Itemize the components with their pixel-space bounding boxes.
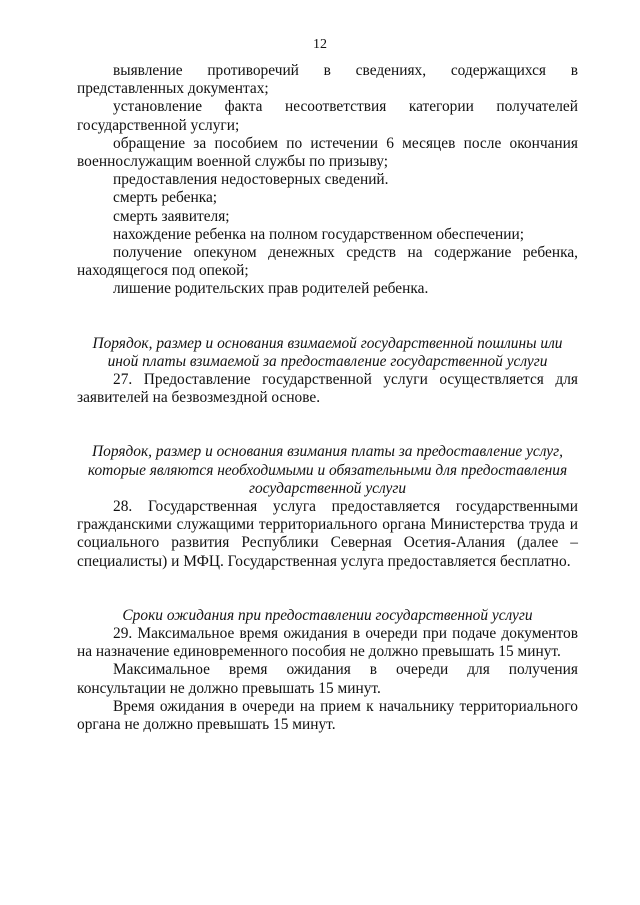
list-item: смерть ребенка;	[113, 189, 218, 207]
list-item: выявление противоречий в сведениях, содержащихся в представленных документах;	[77, 62, 578, 98]
document-body	[77, 62, 578, 734]
paragraph-28: 28. Государственная услуга предоставляется государственными гражданскими служащими территориального органа Министерства труда и социального развития Республики Северная Осетия-Алания (далее – специалисты) и МФЦ. Государственная услуга предоставляется бесплатно.	[77, 498, 578, 570]
section-heading-services-fee: Порядок, размер и основания взимания платы за предоставление услуг, которые являются необходимыми и обязательными для предоставления государственной услуги	[87, 443, 568, 497]
list-item: предоставления недостоверных сведений.	[113, 171, 389, 189]
list-item: получение опекуном денежных средств на содержание ребенка, находящегося под опекой;	[77, 244, 578, 280]
paragraph-29: 29. Максимальное время ожидания в очереди при подаче документов на назначение единовременного пособия не должно превышать 15 минут.	[77, 625, 578, 661]
list-item: обращение за пособием по истечении 6 месяцев после окончания военнослужащим военной службы по призыву;	[77, 134, 578, 171]
list-item: смерть заявителя;	[113, 207, 230, 225]
section-heading-waiting: Сроки ожидания при предоставлении государственной услуги	[122, 606, 533, 624]
list-item: лишение родительских прав родителей ребенка.	[113, 280, 429, 298]
list-item: нахождение ребенка на полном государственном обеспечении;	[113, 225, 524, 243]
page-number: 12	[313, 37, 327, 52]
paragraph-29-consultation: Максимальное время ожидания в очереди для получения консультации не должно превышать 15 минут.	[77, 661, 578, 697]
list-item: установление факта несоответствия категории получателей государственной услуги;	[77, 98, 578, 134]
section-heading-fee: Порядок, размер и основания взимаемой государственной пошлины или иной платы взимаемой за предоставление государственной услуги	[92, 334, 563, 370]
paragraph-27: 27. Предоставление государственной услуги осуществляется для заявителей на безвозмездной основе.	[77, 371, 578, 407]
paragraph-29-reception: Время ожидания в очереди на прием к начальнику территориального органа не должно превышать 15 минут.	[77, 697, 578, 734]
